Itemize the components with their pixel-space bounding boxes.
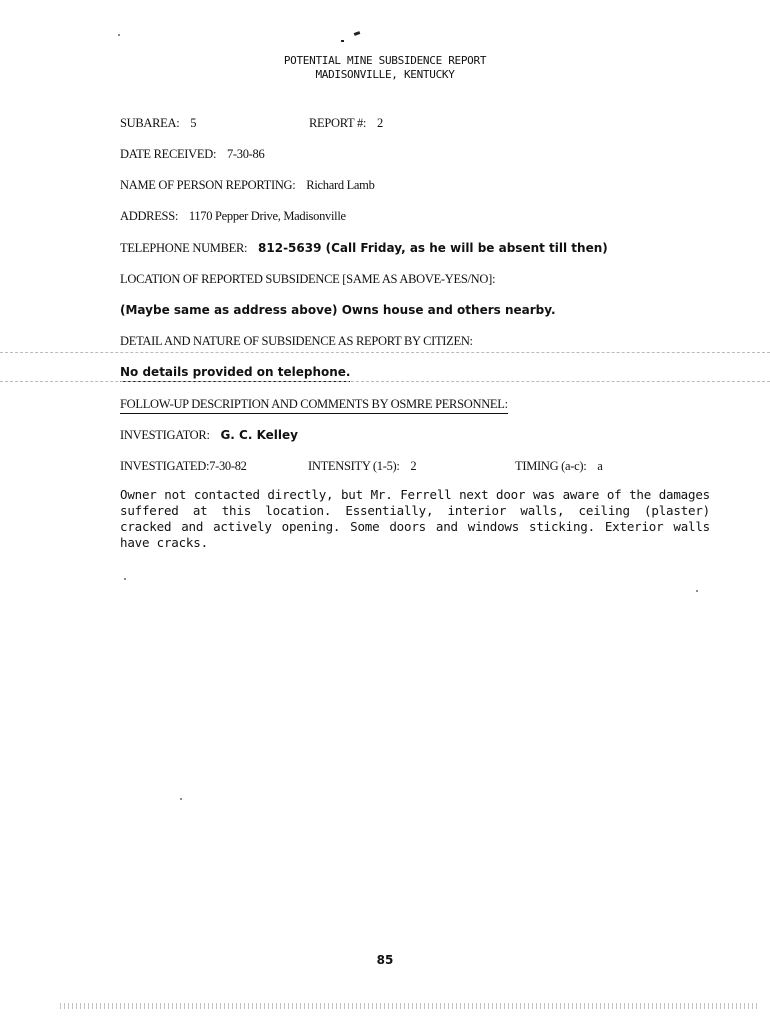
report-number-row [309, 115, 383, 131]
investigated-value: 7-30-82 [209, 459, 247, 473]
scan-speck [118, 34, 120, 36]
ink-mark [341, 40, 344, 42]
timing-label: TIMING (a-c): [515, 459, 587, 473]
comments-paragraph: Owner not contacted directly, but Mr. Ferrell next door was aware of the damages suffered at this location. Essentially, interior walls, ceiling (plaster) cracked and actively opening. Some doors and windows sticking. Exterior walls have cracks. [120, 487, 710, 550]
reporter-name-label: NAME OF PERSON REPORTING: [120, 178, 296, 192]
report-title: POTENTIAL MINE SUBSIDENCE REPORT [283, 54, 487, 67]
telephone-row [120, 240, 608, 256]
report-location: MADISONVILLE, KENTUCKY [315, 68, 455, 81]
followup-heading: FOLLOW-UP DESCRIPTION AND COMMENTS BY OSMRE PERSONNEL: [120, 396, 508, 414]
date-received-value: 7-30-86 [226, 147, 265, 161]
intensity-row [308, 458, 416, 474]
report-number-label: REPORT #: [309, 116, 367, 130]
intensity-label: INTENSITY (1-5): [308, 459, 400, 473]
reporter-name-value: Richard Lamb [306, 178, 375, 192]
investigator-label: INVESTIGATOR: [120, 428, 210, 442]
investigated-row [120, 458, 247, 474]
address-value: 1170 Pepper Drive, Madisonville [188, 209, 346, 223]
subarea-value: 5 [190, 116, 197, 130]
date-received-label: DATE RECEIVED: [120, 147, 217, 161]
investigator-row [120, 427, 298, 443]
investigated-label: INVESTIGATED: [120, 459, 210, 473]
subsidence-location-label: LOCATION OF REPORTED SUBSIDENCE [SAME AS ABOVE-YES/NO]: [120, 272, 496, 286]
subarea-row [120, 115, 196, 131]
scan-edge-noise [60, 1003, 760, 1009]
scan-speck [124, 578, 126, 580]
investigator-value: G. C. Kelley [220, 428, 298, 442]
address-row [120, 208, 346, 224]
date-received-row [120, 146, 264, 162]
scan-rule [0, 352, 770, 353]
telephone-label: TELEPHONE NUMBER: [120, 241, 248, 255]
page-number: 85 [376, 953, 394, 967]
detail-value: No details provided on telephone. [120, 364, 350, 382]
scan-speck [180, 798, 182, 800]
scan-rule [0, 381, 770, 382]
detail-label: DETAIL AND NATURE OF SUBSIDENCE AS REPORT BY CITIZEN: [120, 334, 473, 348]
subsidence-location-value: (Maybe same as address above) Owns house and others nearby. [120, 303, 556, 317]
intensity-value: 2 [410, 459, 417, 473]
report-number-value: 2 [376, 116, 383, 130]
subarea-label: SUBAREA: [120, 116, 180, 130]
ink-mark [354, 31, 361, 36]
scan-speck [696, 590, 698, 592]
address-label: ADDRESS: [120, 209, 179, 223]
telephone-value: 812-5639 (Call Friday, as he will be absent till then) [258, 241, 608, 255]
timing-row [515, 458, 603, 474]
timing-value: a [597, 459, 603, 473]
reporter-name-row [120, 177, 375, 193]
